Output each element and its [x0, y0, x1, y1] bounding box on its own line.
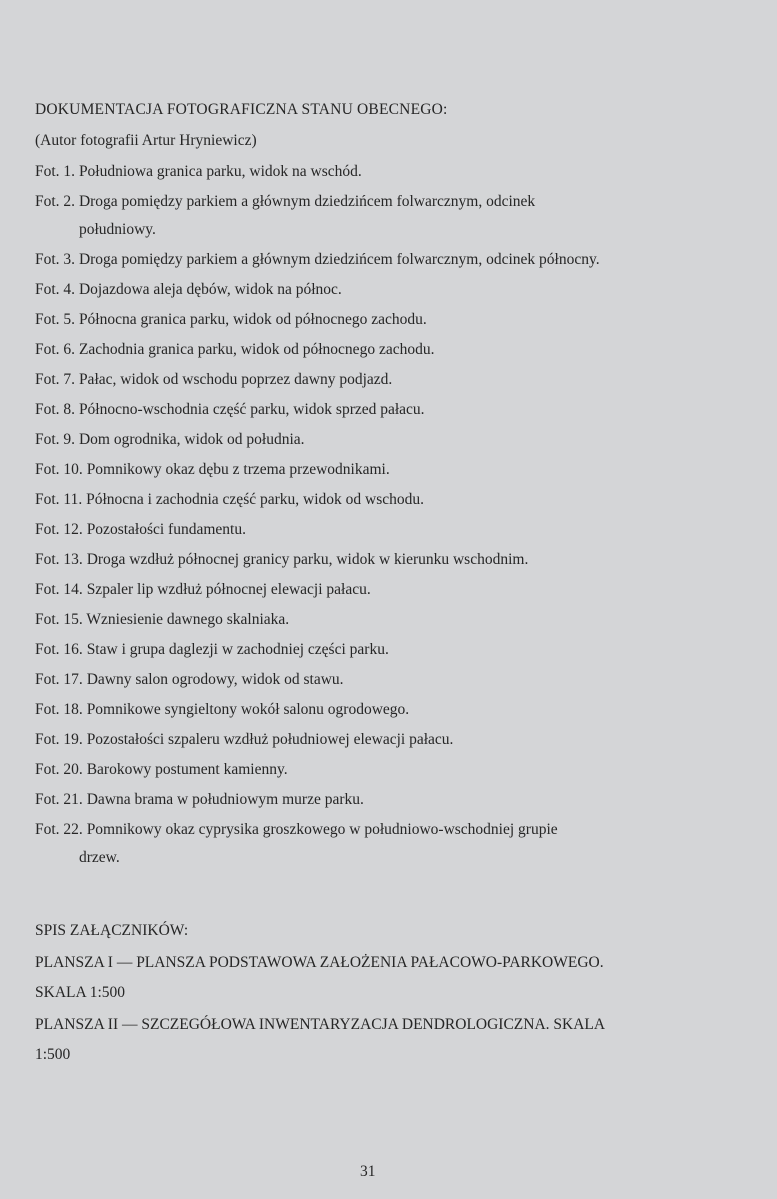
photo-label: Fot. 13. [35, 551, 83, 568]
photo-description: Droga pomiędzy parkiem a głównym dziedzińcem folwarcznym, odcinek [78, 193, 536, 210]
photo-description: Dojazdowa aleja dębów, widok na północ. [78, 281, 342, 298]
photo-description: Pałac, widok od wschodu poprzez dawny podjazd. [78, 371, 393, 388]
photo-description: Pomnikowy okaz dębu z trzema przewodnikami. [86, 461, 390, 478]
photo-label: Fot. 17. [35, 671, 83, 688]
photo-description: Pozostałości szpaleru wzdłuż południowej elewacji pałacu. [86, 731, 454, 748]
photo-list-item [35, 820, 735, 868]
photo-label: Fot. 14. [35, 581, 83, 598]
photo-list-item [35, 340, 735, 360]
photo-caption [35, 370, 735, 390]
photo-label: Fot. 18. [35, 701, 83, 718]
photo-list-item [35, 670, 735, 690]
photo-caption [35, 610, 735, 630]
photo-label: Fot. 2. [35, 193, 76, 210]
photo-list-item [35, 790, 735, 810]
photo-list-item [35, 162, 735, 182]
page-number: 31 [360, 1163, 376, 1180]
photo-list-item [35, 310, 735, 330]
photo-caption [35, 490, 735, 510]
photo-caption [35, 192, 735, 212]
photo-description: Wzniesienie dawnego skalniaka. [86, 611, 290, 628]
photo-list-item [35, 760, 735, 780]
photo-list-item [35, 400, 735, 420]
photo-caption [35, 550, 735, 570]
photo-list-item [35, 280, 735, 300]
photo-caption [35, 162, 735, 182]
photo-description-continued: południowy. [79, 221, 156, 238]
photo-label: Fot. 10. [35, 461, 83, 478]
photo-caption [35, 700, 735, 720]
photo-list-item [35, 580, 735, 600]
photo-description: Północna granica parku, widok od północnego zachodu. [78, 311, 427, 328]
photo-list-item [35, 490, 735, 510]
photo-list-item [35, 250, 735, 270]
annex-item-plansza-1 [35, 953, 710, 1003]
section-heading: DOKUMENTACJA FOTOGRAFICZNA STANU OBECNEGO: [35, 101, 448, 118]
annex-item-plansza-2 [35, 1015, 710, 1065]
photo-list-item [35, 430, 735, 450]
photo-caption [35, 400, 735, 420]
photo-label: Fot. 4. [35, 281, 76, 298]
photo-caption [35, 580, 735, 600]
photo-caption [35, 340, 735, 360]
photo-caption [35, 460, 735, 480]
photo-description: Północna i zachodnia część parku, widok od wschodu. [86, 491, 424, 508]
photo-description: Południowa granica parku, widok na wschód. [78, 163, 362, 180]
photo-caption [35, 670, 735, 690]
photo-description: Pomnikowe syngieltony wokół salonu ogrodowego. [86, 701, 410, 718]
photo-description: Szpaler lip wzdłuż północnej elewacji pałacu. [86, 581, 371, 598]
photo-label: Fot. 5. [35, 311, 76, 328]
photo-label: Fot. 21. [35, 791, 83, 808]
photo-description-continued: drzew. [79, 849, 120, 866]
photo-list-item [35, 550, 735, 570]
photo-description: Pomnikowy okaz cyprysika groszkowego w południowo-wschodniej grupie [86, 821, 558, 838]
annex-item-line: PLANSZA II — SZCZEGÓŁOWA INWENTARYZACJA DENDROLOGICZNA. SKALA [35, 1016, 606, 1033]
photo-label: Fot. 12. [35, 521, 83, 538]
photo-caption [35, 820, 735, 840]
photo-label: Fot. 15. [35, 611, 83, 628]
photo-label: Fot. 11. [35, 491, 83, 508]
photo-list-item [35, 700, 735, 720]
photo-list-item [35, 610, 735, 630]
photo-label: Fot. 19. [35, 731, 83, 748]
annex-heading: SPIS ZAŁĄCZNIKÓW: [35, 922, 189, 939]
photo-list-item [35, 640, 735, 660]
photo-label: Fot. 3. [35, 251, 76, 268]
photo-label: Fot. 20. [35, 761, 83, 778]
photo-description: Dawna brama w południowym murze parku. [86, 791, 364, 808]
photo-list-item [35, 520, 735, 540]
photo-description: Droga wzdłuż północnej granicy parku, widok w kierunku wschodnim. [86, 551, 529, 568]
photo-caption [35, 280, 735, 300]
photo-description: Droga pomiędzy parkiem a głównym dziedzińcem folwarcznym, odcinek północny. [78, 251, 600, 268]
photo-description: Staw i grupa daglezji w zachodniej części parku. [86, 641, 389, 658]
photo-description: Pozostałości fundamentu. [86, 521, 246, 538]
photo-caption [35, 730, 735, 750]
photo-caption [35, 250, 735, 270]
photo-caption [35, 310, 735, 330]
annex-item-line: PLANSZA I — PLANSZA PODSTAWOWA ZAŁOŻENIA PAŁACOWO-PARKOWEGO. [35, 954, 604, 971]
photo-list-item [35, 192, 735, 240]
photo-list-item [35, 730, 735, 750]
photo-label: Fot. 16. [35, 641, 83, 658]
annex-item-line: 1:500 [35, 1046, 71, 1063]
photo-description: Dawny salon ogrodowy, widok od stawu. [86, 671, 344, 688]
photo-caption [35, 520, 735, 540]
annex-item-line: SKALA 1:500 [35, 984, 125, 1001]
photo-description: Zachodnia granica parku, widok od północnego zachodu. [78, 341, 435, 358]
photo-label: Fot. 22. [35, 821, 83, 838]
photo-caption [35, 790, 735, 810]
photo-list [35, 162, 735, 878]
photo-label: Fot. 9. [35, 431, 76, 448]
photo-list-item [35, 370, 735, 390]
photo-label: Fot. 6. [35, 341, 76, 358]
photo-label: Fot. 7. [35, 371, 76, 388]
photo-caption [35, 760, 735, 780]
photo-caption [35, 430, 735, 450]
author-note: (Autor fotografii Artur Hryniewicz) [35, 132, 257, 149]
photo-description: Północno-wschodnia część parku, widok sprzed pałacu. [78, 401, 425, 418]
photo-description: Barokowy postument kamienny. [86, 761, 288, 778]
photo-description: Dom ogrodnika, widok od południa. [78, 431, 305, 448]
photo-label: Fot. 1. [35, 163, 76, 180]
photo-caption [35, 640, 735, 660]
photo-list-item [35, 460, 735, 480]
photo-label: Fot. 8. [35, 401, 76, 418]
